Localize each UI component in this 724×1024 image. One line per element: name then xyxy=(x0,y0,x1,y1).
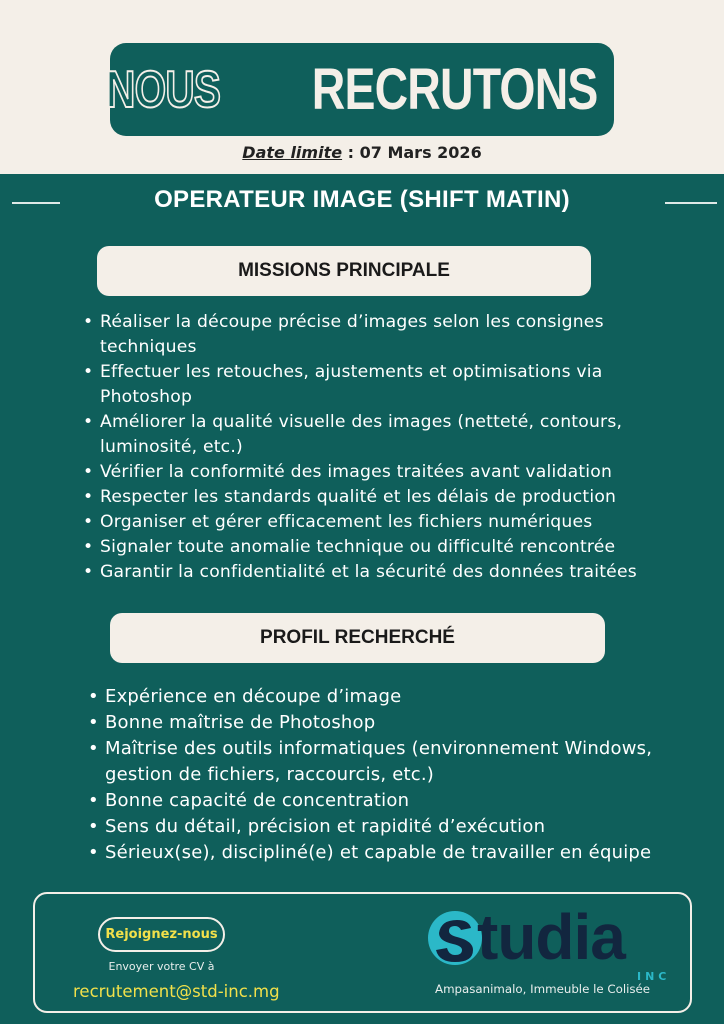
deadline-value: 07 Mars 2026 xyxy=(359,143,482,162)
list-item: • Bonne maîtrise de Photoshop xyxy=(84,710,704,736)
list-item: • Organiser et gérer efficacement les fichiers numériques xyxy=(79,510,679,535)
list-item: • Effectuer les retouches, ajustements et optimisations via Photoshop xyxy=(79,360,679,410)
send-cv-text: Envoyer votre CV à xyxy=(108,960,215,973)
join-us-button[interactable]: Rejoignez-nous xyxy=(98,917,225,952)
list-item: • Garantir la confidentialité et la sécurité des données traitées xyxy=(79,560,679,585)
studia-logo xyxy=(425,901,671,983)
list-item: • Respecter les standards qualité et les délais de production xyxy=(79,485,679,510)
list-item: • Maîtrise des outils informatiques (environnement Windows, gestion de fichiers, raccourcis, etc.) xyxy=(84,736,704,788)
recruiting-banner xyxy=(106,43,614,136)
list-item: • Sens du détail, précision et rapidité d’exécution xyxy=(84,814,704,840)
missions-heading: MISSIONS PRINCIPALE xyxy=(97,246,591,296)
header-section xyxy=(0,0,724,174)
list-item: • Vérifier la conformité des images traitées avant validation xyxy=(79,460,679,485)
deadline xyxy=(0,143,724,162)
list-item: • Bonne capacité de concentration xyxy=(84,788,704,814)
logo-wordmark: tudia xyxy=(477,901,625,973)
contact-footer xyxy=(33,892,692,1013)
studia-s-icon xyxy=(425,908,485,968)
title-word-nous: NOUS xyxy=(106,60,221,119)
job-title: OPERATEUR IMAGE (SHIFT MATIN) xyxy=(154,186,570,213)
profile-list xyxy=(84,684,704,866)
list-item: • Signaler toute anomalie technique ou difficulté rencontrée xyxy=(79,535,679,560)
profile-heading: PROFIL RECHERCHÉ xyxy=(110,613,605,663)
list-item: • Sérieux(se), discipliné(e) et capable de travailler en équipe xyxy=(84,840,704,866)
missions-list xyxy=(79,310,679,585)
title-divider-right xyxy=(665,202,717,204)
logo-inc: INC xyxy=(637,970,671,983)
deadline-separator: : xyxy=(342,143,360,162)
deadline-label: Date limite xyxy=(242,143,343,162)
list-item: • Améliorer la qualité visuelle des images (netteté, contours, luminosité, etc.) xyxy=(79,410,679,460)
list-item: • Expérience en découpe d’image xyxy=(84,684,704,710)
company-address: Ampasanimalo, Immeuble le Colisée xyxy=(435,982,651,996)
list-item: • Réaliser la découpe précise d’images selon les consignes techniques xyxy=(79,310,679,360)
title-word-recrutons: RECRUTONS xyxy=(312,57,599,122)
email-link[interactable]: recrutement@std-inc.mg xyxy=(73,982,280,1001)
